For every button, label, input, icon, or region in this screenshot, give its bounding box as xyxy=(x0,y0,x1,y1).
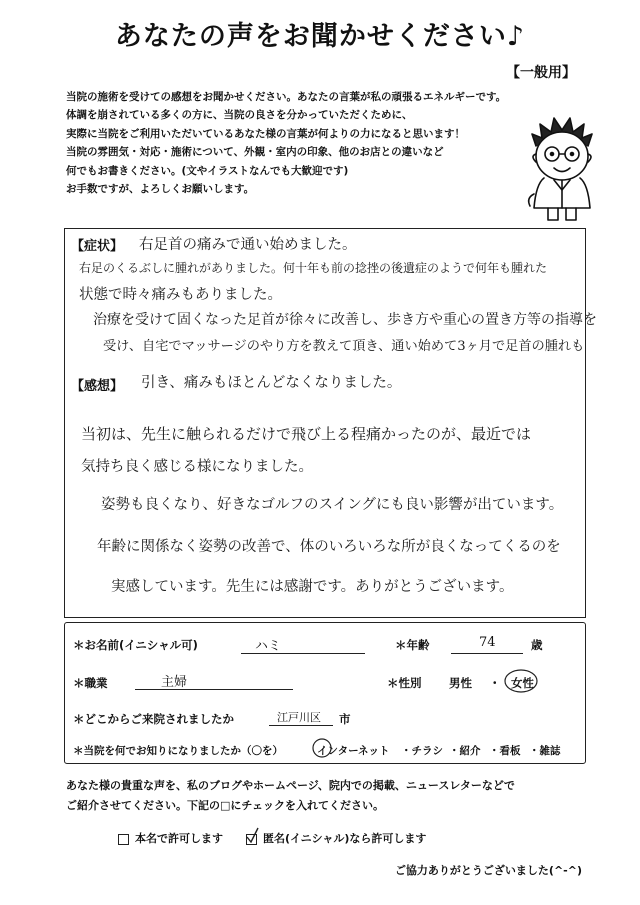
source-label: ＊当院を何でお知りになりましたか（〇を） xyxy=(73,745,283,757)
respondent-info-form xyxy=(64,622,586,764)
doctor-mascot-illustration xyxy=(518,112,606,224)
symptoms-line: 治療を受けて固くなった足首が徐々に改善し、歩き方や重心の置き方等の指導を xyxy=(93,312,597,328)
intro-line: 当院の雰囲気・対応・施術について、外観・室内の印象、他のお店との違いなど xyxy=(66,146,444,159)
intro-line: お手数ですが、よろしくお願いします。 xyxy=(66,183,255,196)
real-name-checkbox[interactable] xyxy=(118,834,129,845)
intro-text xyxy=(66,88,546,198)
origin-line xyxy=(269,725,333,726)
impressions-line: 気持ち良く感じる様になりました。 xyxy=(81,459,313,475)
initials-checkbox[interactable] xyxy=(246,834,257,845)
intro-line: 当院の施術を受けての感想をお聞かせください。あなたの言葉が私の頑張るエネルギーです。 xyxy=(66,91,507,103)
gender-label: ＊性別 xyxy=(387,676,422,690)
age-label: ＊年齢 xyxy=(395,638,430,652)
gender-option-male[interactable]: 男性 xyxy=(449,676,472,690)
impressions-line: 当初は、先生に触られるだけで飛び上る程痛かったのが、最近では xyxy=(81,425,532,443)
permission-real-name[interactable] xyxy=(118,830,223,846)
consent-line: あなた様の貴重な声を、私のブログやホームページ、院内での掲載、ニュースレターなどで xyxy=(66,779,515,792)
symptoms-label: 【症状】 xyxy=(71,239,124,254)
age-line xyxy=(451,653,523,654)
job-label: ＊職業 xyxy=(73,676,108,690)
source-option-magazine[interactable]: ・雑誌 xyxy=(529,745,561,757)
origin-label: ＊どこからご来院されましたか xyxy=(73,712,234,726)
name-field[interactable]: ハミ xyxy=(255,639,282,654)
gender-option-female[interactable]: 女性 xyxy=(511,676,534,690)
impressions-line: 姿勢も良くなり、好きなゴルフのスイングにも良い影響が出ています。 xyxy=(101,497,564,513)
symptoms-line: 受け、自宅でマッサージのやり方を教えて頂き、通い始めて3ヶ月で足首の腫れも xyxy=(103,339,585,354)
impressions-line: 引き、痛みもほとんどなくなりました。 xyxy=(141,375,402,391)
symptoms-line: 状態で時々痛みもありました。 xyxy=(79,287,282,303)
permission-initials[interactable] xyxy=(246,830,426,846)
source-option-referral[interactable]: ・紹介 xyxy=(449,745,481,757)
job-field[interactable]: 主婦 xyxy=(161,675,188,690)
name-label: ＊お名前(イニシャル可) xyxy=(73,638,198,652)
checkmark-icon xyxy=(246,827,260,843)
origin-field[interactable]: 江戸川区 xyxy=(277,711,321,724)
job-line xyxy=(135,689,293,690)
comment-box xyxy=(64,228,597,618)
circle-mark-icon xyxy=(503,667,539,695)
source-option-flyer[interactable]: ・チラシ xyxy=(401,745,443,757)
impressions-line: 年齢に関係なく姿勢の改善で、体のいろいろな所が良くなってくるのを xyxy=(97,539,561,555)
intro-line: 実際に当院をご利用いただいているあなた様の言葉が何よりの力になると思います！ xyxy=(66,127,465,140)
circle-mark-icon xyxy=(311,737,333,759)
source-option-signboard[interactable]: ・看板 xyxy=(489,745,521,757)
impressions-line: 実感しています。先生には感謝です。ありがとうございます。 xyxy=(111,579,514,595)
publication-consent-text xyxy=(66,776,586,816)
form-type-badge: 【一般用】 xyxy=(506,65,576,81)
consent-line: ご紹介させてください。下記の□にチェックを入れてください。 xyxy=(66,799,385,812)
age-field[interactable]: 74 xyxy=(479,635,496,650)
real-name-label: 本名で許可します xyxy=(135,832,223,845)
source-option-internet[interactable]: インターネット xyxy=(317,745,390,757)
intro-line: 何でもお書きください。(文やイラストなんでも大歓迎です) xyxy=(66,164,349,177)
origin-unit: 市 xyxy=(339,712,351,726)
thank-you-note: ご協力ありがとうございました(^-^) xyxy=(394,864,582,877)
page-title: あなたの声をお聞かせください♪ xyxy=(114,21,526,52)
symptoms-line: 右足のくるぶしに腫れがありました。何十年も前の捻挫の後遺症のようで何年も腫れた xyxy=(79,261,548,275)
initials-label: 匿名(イニシャル)なら許可します xyxy=(263,832,427,845)
symptoms-line: 右足首の痛みで通い始めました。 xyxy=(139,237,357,253)
impressions-label: 【感想】 xyxy=(71,379,124,394)
intro-line: 体調を崩されている多くの方に、当院の良さを分かっていただくために、 xyxy=(66,109,413,122)
age-unit: 歳 xyxy=(531,638,543,652)
gender-separator: ・ xyxy=(489,676,501,690)
